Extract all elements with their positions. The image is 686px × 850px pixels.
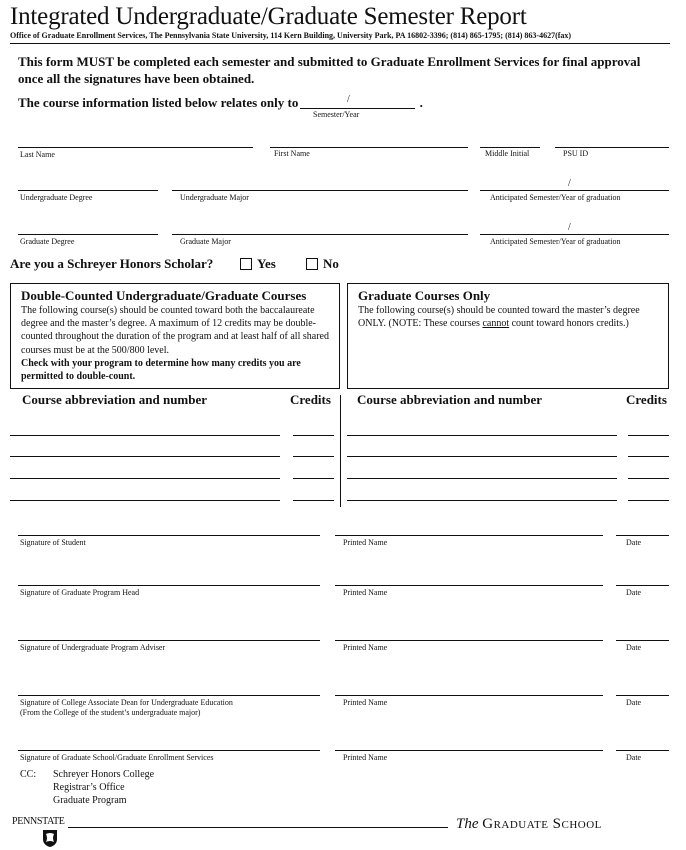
cc-item: Graduate Program [53,795,127,806]
double-counted-title: Double-Counted Undergraduate/Graduate Courses [21,288,307,303]
graduate-school-the: The [456,816,479,832]
cc-label: CC: [20,769,37,780]
printed-name-line[interactable] [335,585,603,586]
signature-line[interactable] [18,585,320,586]
semester-slash: / [347,94,350,105]
office-address: Office of Graduate Enrollment Services, The Pennsylvania State University, 114 Kern Building, University Park, PA 16802-3396; (814) 865-1795; (814) 863-4627(fax) [10,31,572,40]
undergrad-degree-field[interactable] [18,190,158,191]
honors-yes-checkbox[interactable] [240,258,252,270]
sig-ug-adviser-label: Signature of Undergraduate Program Adviser [20,643,166,652]
date-line[interactable] [616,535,669,536]
date-label: Date [626,643,642,652]
printed-name-label: Printed Name [343,588,388,597]
signature-line[interactable] [18,750,320,751]
dc-credits-line[interactable] [293,456,334,457]
printed-name-label: Printed Name [343,753,388,762]
printed-name-line[interactable] [335,695,603,696]
instructions-line-2: once all the signatures have been obtained. [18,71,255,86]
undergrad-anticipated-field[interactable] [480,190,669,191]
instructions-line-1: This form MUST be completed each semester and submitted to Graduate Enrollment Services for final approval [18,54,641,69]
cc-item: Schreyer Honors College [53,769,155,780]
undergrad-major-field[interactable] [172,190,468,191]
dc-course-header: Course abbreviation and number [22,392,208,407]
honors-yes-label: Yes [257,256,276,271]
printed-name-label: Printed Name [343,643,388,652]
pennstate-wordmark: PENNSTATE [12,816,65,827]
dc-credits-line[interactable] [293,500,334,501]
sig-grad-head-label: Signature of Graduate Program Head [20,588,140,597]
dc-credits-line[interactable] [293,478,334,479]
date-label: Date [626,753,642,762]
cc-item: Registrar’s Office [53,782,125,793]
grad-major-field[interactable] [172,234,468,235]
printed-name-line[interactable] [335,535,603,536]
undergrad-degree-label: Undergraduate Degree [20,193,93,202]
course-info-text: The course information listed below relates only to [18,95,299,110]
grad-degree-label: Graduate Degree [20,237,75,246]
psu-id-field[interactable] [555,147,669,148]
date-label: Date [626,698,642,707]
grad-grad-slash: / [568,222,571,233]
signature-line[interactable] [18,640,320,641]
dc-course-line[interactable] [10,500,280,501]
date-line[interactable] [616,640,669,641]
semester-year-field[interactable] [300,108,415,109]
header-rule [10,43,670,44]
first-name-label: First Name [274,149,310,158]
date-line[interactable] [616,585,669,586]
go-course-line[interactable] [347,500,617,501]
go-credits-line[interactable] [628,478,669,479]
honors-no-checkbox[interactable] [306,258,318,270]
honors-question: Are you a Schreyer Honors Scholar? [10,256,214,271]
go-course-header: Course abbreviation and number [357,392,543,407]
dc-credits-header: Credits [290,392,331,407]
undergrad-grad-slash: / [568,178,571,189]
column-divider [340,395,341,507]
honors-no-label: No [323,256,339,271]
psu-id-label: PSU ID [563,149,589,158]
go-credits-header: Credits [626,392,667,407]
middle-initial-field[interactable] [480,147,540,148]
sig-student-label: Signature of Student [20,538,86,547]
dc-course-line[interactable] [10,478,280,479]
double-counted-box [10,283,340,389]
sig-dean-note: (From the College of the student’s undergraduate major) [20,708,201,717]
grad-anticipated-label: Anticipated Semester/Year of graduation [490,237,621,246]
date-label: Date [626,588,642,597]
grad-anticipated-field[interactable] [480,234,669,235]
go-credits-line[interactable] [628,435,669,436]
date-line[interactable] [616,695,669,696]
go-credits-line[interactable] [628,500,669,501]
date-label: Date [626,538,642,547]
semester-year-label: Semester/Year [313,110,360,119]
double-counted-note: Check with your program to determine how many credits you are permitted to double-count. [21,357,301,383]
course-info-period: . [419,95,423,110]
graduate-school-name: Graduate School [482,816,602,832]
grad-degree-field[interactable] [18,234,158,235]
go-course-line[interactable] [347,456,617,457]
cc-list [53,768,154,807]
sig-dean-label: Signature of College Associate Dean for Undergraduate Education [20,698,233,707]
undergrad-anticipated-label: Anticipated Semester/Year of graduation [490,193,621,202]
printed-name-label: Printed Name [343,698,388,707]
go-course-line[interactable] [347,435,617,436]
grad-only-box [347,283,669,389]
undergrad-major-label: Undergraduate Major [180,193,249,202]
printed-name-label: Printed Name [343,538,388,547]
last-name-label: Last Name [20,150,55,159]
instructions [18,53,668,87]
form-title: Integrated Undergraduate/Graduate Semester Report [10,3,527,30]
go-course-line[interactable] [347,478,617,479]
printed-name-line[interactable] [335,750,603,751]
middle-initial-label: Middle Initial [485,149,530,158]
graduate-school-wordmark [456,816,602,833]
dc-credits-line[interactable] [293,435,334,436]
pennstate-shield-icon [42,829,58,848]
go-credits-line[interactable] [628,456,669,457]
printed-name-line[interactable] [335,640,603,641]
footer-rule [68,827,448,828]
sig-grad-school-label: Signature of Graduate School/Graduate Enrollment Services [20,753,214,762]
dc-course-line[interactable] [10,456,280,457]
last-name-field[interactable] [18,147,253,148]
signature-line[interactable] [18,695,320,696]
date-line[interactable] [616,750,669,751]
grad-only-title: Graduate Courses Only [358,288,491,303]
dc-course-line[interactable] [10,435,280,436]
first-name-field[interactable] [270,147,468,148]
double-counted-description: The following course(s) should be counted toward both the baccalaureate degree and the master’s degree. A maximum of 12 credits may be double-counted throughout the duration of the program and at least half of all shared courses must be at the 500/800 level. [21,305,329,356]
grad-major-label: Graduate Major [180,237,231,246]
signature-line[interactable] [18,535,320,536]
grad-only-description: The following course(s) should be counted toward the master’s degree ONLY. (NOTE: These courses cannot count toward honors credits.) [358,305,640,330]
